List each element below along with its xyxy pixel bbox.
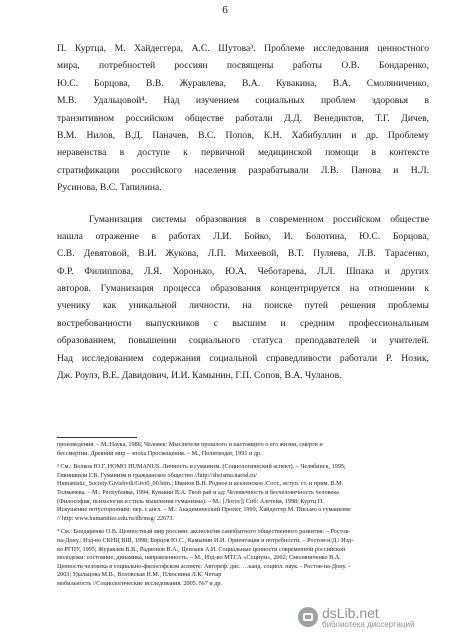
- body-line: транзитивном российском обществе работали Д.Д. Венедиктов, Т.Г. Дичев,: [57, 112, 429, 124]
- body-line: Над исследованием содержания социальной справедливости работали Р. Нозик,: [57, 352, 429, 364]
- body-line: авторов. Гуманизация процесса образования концентрируется на отношении к: [57, 283, 429, 295]
- footnote-line: ⁴ См.: Бондаренко О.В. Ценностный мир россиян: аксиология самобытного общественного развития. – Ростов-: [57, 528, 351, 536]
- body-line: Дж. Роулз, В.Е. Давидович, И.И. Камынин, Г.П. Сопов, В.А. Чуланов.: [57, 370, 342, 382]
- watermark-logo[interactable]: [298, 605, 444, 631]
- body-line: неравенства в доступе к первичной медицинской помощи в контексте: [57, 147, 429, 159]
- body-line: образованием, повышении социального статуса преподавателей и учителей.: [57, 335, 429, 347]
- body-line: М.В. Удальцовой⁴. Над изучением социальных проблем здоровья в: [57, 95, 429, 107]
- watermark-title-suffix: net: [359, 605, 379, 621]
- footnote-line: молодежи: состояние, динамика, направленность. – М., Изд-во МТСА «Социум», 2002; Смоляниченко В.А.: [57, 554, 341, 562]
- footnote-line: произведения. – М.:Наука, 1986; Человек: Мыслители прошлого и настоящего о его жизни, смерти и: [57, 441, 323, 448]
- body-line: ученику как уникальной личности, на поиске путей решения проблемы: [57, 300, 429, 312]
- body-line: С.В. Девятовой, В.И. Жукова, Л.П. Михеевой, В.Т. Пуляева, Л.В. Тарасенко,: [57, 248, 429, 260]
- footnote-line: Гивишвили Г.В. Гуманизм и гражданское общество //http://shcismu.narod.ru/: [57, 471, 257, 479]
- footnote-line: Ценности человека в социально-философском аспекте: Автореф. дис. …канд. социол. наук. - Ростов-на-Дону. -: [57, 562, 351, 570]
- watermark-subtitle: библиотека диссертаций: [322, 620, 415, 629]
- page-number: 6: [222, 4, 228, 16]
- watermark-title: [322, 605, 379, 621]
- footnote-line: Толмачева. – М.: Республика, 1994; Кувакин В.А. Твой рай и ад: Человечность и бесчеловечность человека: [57, 488, 339, 496]
- paragraph-gap: [57, 197, 429, 211]
- book-icon: [298, 607, 318, 627]
- footnote-line: 2003; Удальцова М.В., Воловская Н.М., Плюснина Л.К. Четыр: [57, 571, 222, 579]
- footnote-divider: [57, 437, 137, 438]
- footnote-line: во РГПУ, 1995; Журавлев В.В., Радионов В.А., Цеплаев А.И. Социальные ценности современной российской: [57, 545, 346, 553]
- footnote-line: Искушение потусторонним: пер. с англ. – М.: Академический Проект, 1999; Хайдеггер М. Письмо о гуманизме: [57, 506, 351, 514]
- footnote-line: бессмертии. Древний мир – эпоха Просвещения. – М., Политиздат, 1991 и др.: [57, 449, 262, 457]
- footnote-line: ³ См.: Волков Ю.Г. HOMO HUMANUS. Личность и гуманизм. (Социологический аспект). – Челябинск, 1995;: [57, 463, 346, 471]
- body-line: Ю.С. Борцова, В.В. Журавлева, В.А. Кувакина, В.А. Смоляниченко,: [57, 77, 429, 89]
- body-line: Гуманизация системы образования в современном российском обществе: [89, 213, 429, 225]
- footnote-line: мобильность //Социологические исследования. 2005. №7 и др.: [57, 579, 223, 587]
- body-line: нашла отражение в работах Л.И. Бойко, И. Болотина, Ю.С. Борцова,: [57, 230, 429, 242]
- body-line: стратификации российского населения разрабатывали Л.В. Панова и Н.Л.: [57, 164, 429, 176]
- body-line: П. Куртца, М. Хайдеггера, А.С. Шутова³. Проблеме исследования ценностного: [57, 43, 429, 54]
- body-line: мира, потребностей россиян посвящены работы О.В. Бондаренко,: [57, 60, 429, 72]
- body-line: востребованности выпускников с высшим и средним профессиональным: [57, 317, 429, 329]
- body-line: Русинова, В.С. Тапилина.: [57, 182, 162, 194]
- footnote-line: // http: www.humanities.edu.ru/db/msg/ 22673.: [57, 514, 174, 522]
- body-line: Ф.Р. Филиппова, Л.Я. Хоронько, Ю.А. Чеботарева, Л.Л. Шпака и других: [57, 265, 429, 277]
- body-text: [57, 40, 429, 384]
- watermark-title-dot: .: [355, 605, 360, 621]
- footnote-line: (Философия, психология и стиль мышления гуманизма). – М.: [Логос]; Спб: Алетейя, 1998; Куртц П.: [57, 497, 324, 505]
- footnote-line: на-Дону.: Изд-во СКНЦ ВШ, 1998; Борцов Ю.С., Камынин И.И. Ориентация и потребности. – Ростов-н/Д.: Изд-: [57, 536, 354, 544]
- footnotes: [57, 441, 429, 589]
- body-line: В.М. Нилов, В.Д. Паначев, В.С. Попов, К.Н. Хабибуллин и др. Проблему: [57, 129, 429, 141]
- watermark-title-prefix: dsLib: [322, 605, 356, 621]
- footnote-line: Humanistic_Society/Givishvili/Givi0_00.htm.; Иванов В.Н. Родное и вселенское /Сост., вступ. ст. и прим. В.М.: [57, 480, 344, 488]
